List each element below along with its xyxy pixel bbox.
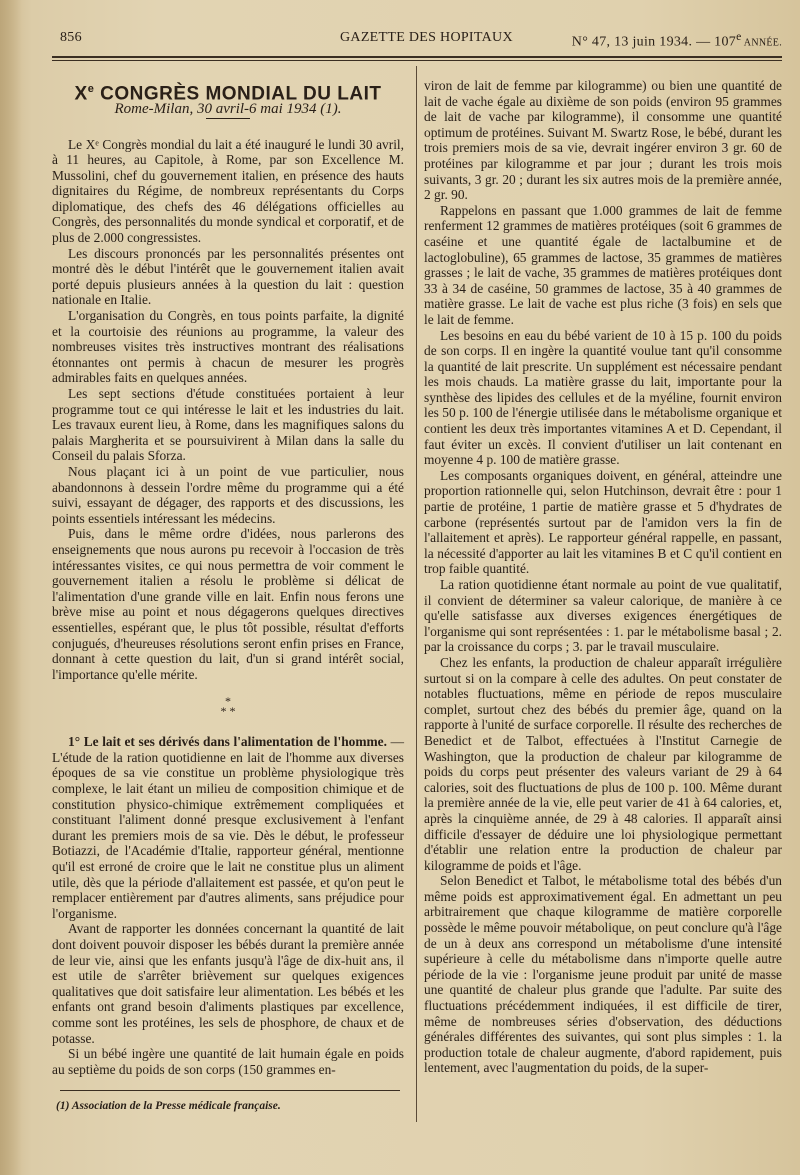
paragraph: Les besoins en eau du bébé varient de 10 à 15 p. 100 du poids de son corps. Il en ingère la quantité voulue tant qu'il consomme la quantité de lait prescrite. Un supplément est nécessaire pendant les mois chauds. La matière grasse du lait, importante pour la synthèse des lipides des cellules et de la myéline, fournit environ les 50 p. 100 de l'énergie utilisée dans le métabolisme organique et contient les deux très importantes vitamines A et D. Cependant, il faut éviter un excès. Il convient d'utiliser un lait contenant en moyenne 4 p. 100 de matière grasse. bbox=[424, 327, 782, 468]
right-column bbox=[424, 78, 782, 1076]
asterism-bottom: * * bbox=[220, 704, 236, 719]
paragraph: Selon Benedict et Talbot, le métabolisme total des bébés d'un même poids est approximativement égal. En admettant un peu arbitrairement que chaque kilogramme de matière corporelle possède le même pouvoir métabolique, on peut conclure qu'à l'âge de un à deux ans correspond un métabolisme d'une intensité supérieure à celle du métabolisme dans n'importe quelle autre période de la vie : l'organisme jeune produit par unité de masse une quantité de chaleur plus grande que l'adulte. Par suite des fluctuations précédemment indiquées, il est difficile de tirer, même de nombreuses séries d'observation, des déductions générales différentes des suivantes, qui sont plus simples : 1. la production totale de chaleur augmente, d'abord rapidement, puis lentement, avec l'augmentation du poids, de la super- bbox=[424, 873, 782, 1076]
article-title bbox=[52, 82, 404, 105]
paragraph: Les discours prononcés par les personnalités présentes ont montré dès le début l'intérêt que le gouvernement italien avait porté depuis plusieurs années à la question du lait : question nationale en Italie. bbox=[52, 245, 404, 308]
header-rule-thin bbox=[52, 60, 782, 61]
article-subtitle: Rome-Milan, 30 avril-6 mai 1934 (1). bbox=[114, 100, 342, 117]
footnote: (1) Association de la Presse médicale française. bbox=[56, 1100, 281, 1112]
paragraph: Le Xᵉ Congrès mondial du lait a été inauguré le lundi 30 avril, à 11 heures, au Capitole, à Rome, par son Excellence M. Mussolini, chef du gouvernement italien, en présence des hauts dignitaires du Régime, de nombreux représentants du Corps diplomatique, des chefs des 46 délégations officielles au Congrès, des personnalités du monde syndical et corporatif, et de plus de 2.000 congressistes. bbox=[52, 136, 404, 246]
issue-sup: e bbox=[736, 30, 742, 43]
issue-main: N° 47, 13 juin 1934. — 107 bbox=[571, 34, 737, 50]
paragraph: L'organisation du Congrès, en tous points parfaite, la dignité et la courtoisie des réunions au programme, la valeur des nombreuses visites très instructives montrant des réalisations étonnantes ont permis à chacun de mesurer les progrès admirables faits en quelques années. bbox=[52, 308, 404, 386]
footnote-rule bbox=[60, 1090, 400, 1091]
section-asterism bbox=[52, 694, 404, 719]
paragraph: Les sept sections d'étude constituées portaient à leur programme tout ce qui intéresse le lait et les industries du lait. Les travaux eurent lieu, à Rome, dans les magnifiques salons du palais Margherita et se poursuivirent à Milan dans la salle du Conseil du palais Sforza. bbox=[52, 386, 404, 464]
column-divider bbox=[416, 66, 417, 1122]
left-column bbox=[52, 82, 404, 1077]
paragraph: Chez les enfants, la production de chaleur apparaît irrégulière surtout si on la compare à celle des adultes. On peut constater de notables fluctuations, même en période de repos musculaire complet, surtout chez des bébés du premier âge, quand on la rapporte à l'unité de surface corporelle. Il résulte des recherches de Benedict et de Talbot, effectuées à l'Institut Carnegie de Washington, que la production de chaleur par kilogramme de poids du corps peut présenter des valeurs variant de 29 à 64 calories, soit des fluctuations de plus de 100 p. 100. Même durant la première année de la vie, elle peut varier de 41 à 64 calories, et, après la cinquième année, de 29 à 48 calories. Il apparaît ainsi difficile d'essayer de déduire une loi physiologique permettant d'établir une relation entre la production de chaleur par kilogramme de poids et l'âge. bbox=[424, 654, 782, 873]
paragraph: Puis, dans le même ordre d'idées, nous parlerons des enseignements que nous aurons pu recevoir à l'occasion de très intéressantes visites, ce qui nous permettra de voir comment le gouvernement italien a résolu le problème si délicat de l'alimentation d'une grande ville en lait. Enfin nous ferons une brève mise au point et nous dégagerons quelques directives essentielles, espérant que, le plus tôt possible, résultat d'efforts conjugués, d'heureuses résolutions seront enfin prises en France, donnant à cette question du lait, d'un si grand intérêt social, l'importance qu'elle mérite. bbox=[52, 526, 404, 682]
title-rest: CONGRÈS MONDIAL DU LAIT bbox=[94, 83, 382, 105]
paragraph: Les composants organiques doivent, en général, atteindre une proportion rationnelle qui, selon Hutchinson, devrait être : pour 1 partie de protéine, 1 partie de matière grasse et 5 d'hydrates de carbone (représentés surtout par de l'amidon vers la fin de l'allaitement et après). Le rapporteur général rappelle, en passant, la nécessité d'apporter au lait les vitamines B et C qu'il contient en trop faible quantité. bbox=[424, 467, 782, 577]
paragraph: Avant de rapporter les données concernant la quantité de lait dont doivent pouvoir disposer les bébés durant la première année de leur vie, ainsi que les enfants jusqu'à l'âge de dix-huit ans, il est utile de s'arrêter brièvement sur quelques exigences qualitatives que doit satisfaire leur alimentation. Les bébés et les enfants ont grand besoin d'aliments plastiques par excellence, comme sont les protéines, les sels de phosphore, de chaux et de potasse. bbox=[52, 921, 404, 1046]
title-roman: X bbox=[74, 83, 88, 105]
section-paragraph bbox=[52, 734, 404, 921]
asterism-top: * bbox=[225, 694, 231, 709]
journal-name: GAZETTE DES HOPITAUX bbox=[340, 30, 513, 45]
page-number: 856 bbox=[60, 30, 82, 45]
title-rule bbox=[206, 118, 250, 119]
section-heading: 1° Le lait et ses dérivés dans l'alimentation de l'homme. bbox=[68, 734, 387, 750]
issue-suffix: ANNÉE. bbox=[741, 37, 782, 49]
paragraph: La ration quotidienne étant normale au point de vue qualitatif, il convient de déterminer sa valeur calorique, de manière à ce qu'elle satisfasse aux diverses exigences énergétiques de l'organisme qui sont représentées : 1. par le métabolisme basal ; 2. par la croissance du corps ; 3. par le travail musculaire. bbox=[424, 577, 782, 655]
paragraph: viron de lait de femme par kilogramme) ou bien une quantité de lait de vache égale au dixième de son poids (environ 95 grammes de lait de vache par kilogramme), il consomme une quantité optimum de protéines. Suivant M. Swartz Rose, le bébé, durant les trois premiers mois de sa vie, devrait ingérer environ 3 gr. 60 de protéines par kilogramme et par jour ; durant les trois mois suivants, 3 gr. 20 ; durant les six autres mois de la première année, 2 gr. 90. bbox=[424, 78, 782, 203]
issue-info bbox=[572, 30, 782, 51]
header-rule bbox=[52, 56, 782, 58]
paragraph: Nous plaçant ici à un point de vue particulier, nous abandonnons à dessein l'ordre même du programme qui a été suivi, essayant de dégager, des rapports et des discussions, les points essentiels intéressant les médecins. bbox=[52, 463, 404, 526]
running-header bbox=[60, 30, 782, 52]
paragraph: Rappelons en passant que 1.000 grammes de lait de femme renferment 12 grammes de matières protéiques (soit 6 grammes de caséine et une quantité égale de lactalbumine et de lactoglobuline), 65 grammes de lactose, 35 grammes de matières grasses ; le lait de vache, 35 grammes de matières protéiques dont 33 à 34 de caséine, 50 grammes de lactose, 35 à 40 grammes de matière grasse. Le lait de vache est plus riche (3 fois) en sels que le lait de femme. bbox=[424, 202, 782, 327]
section-text: — L'étude de la ration quotidienne en lait de l'homme aux diverses époques de sa vie constitue un problème physiologique très complexe, le lait étant un milieu de composition chimique et de constitution physico-chimique extrêmement compliquées et constituant l'aliment donné presque exclusivement à l'enfant durant les premiers mois de sa vie. Dès le début, le professeur Botiazzi, de l'Académie d'Italie, rapporteur général, mentionne qu'il est erroné de croire que le lait ne constitue plus un aliment utile, dès que la période d'allaitement est passée, et qu'on peut le remplacer entièrement par d'autres aliments, sans préjudice pour l'organisme. bbox=[52, 734, 404, 921]
paragraph: Si un bébé ingère une quantité de lait humain égale en poids au septième du poids de son corps (150 grammes en- bbox=[52, 1046, 404, 1077]
title-sup: e bbox=[87, 83, 95, 95]
page-edge-shading bbox=[0, 0, 22, 1175]
